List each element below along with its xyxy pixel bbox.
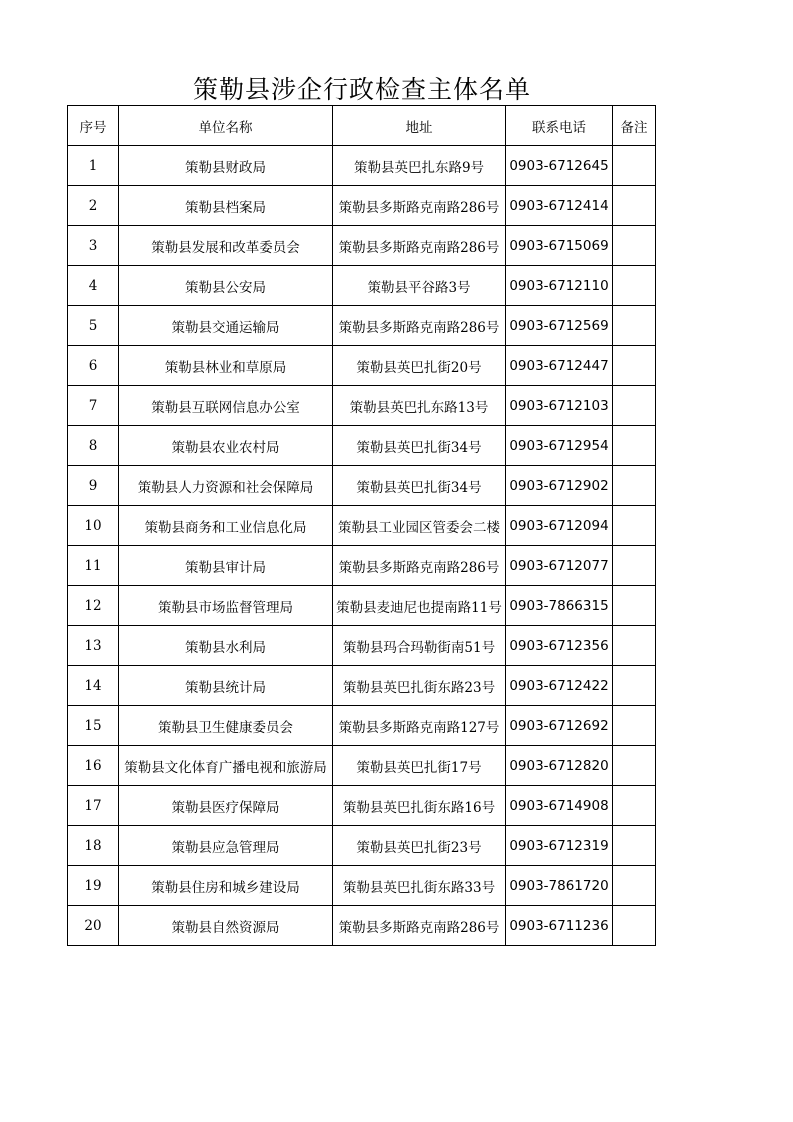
cell-no: 10 xyxy=(68,506,119,546)
cell-no: 16 xyxy=(68,746,119,786)
cell-phone: 0903-6712645 xyxy=(506,146,613,186)
cell-address: 策勒县英巴扎东路9号 xyxy=(333,146,506,186)
cell-phone: 0903-6712569 xyxy=(506,306,613,346)
table-row xyxy=(68,546,656,586)
cell-phone: 0903-6712692 xyxy=(506,706,613,746)
table-row xyxy=(68,746,656,786)
cell-note xyxy=(613,586,656,626)
cell-address: 策勒县英巴扎街17号 xyxy=(333,746,506,786)
cell-phone: 0903-6712902 xyxy=(506,466,613,506)
table-row xyxy=(68,226,656,266)
cell-address: 策勒县平谷路3号 xyxy=(333,266,506,306)
cell-address: 策勒县多斯路克南路286号 xyxy=(333,226,506,266)
cell-unit-name: 策勒县互联网信息办公室 xyxy=(119,386,333,426)
page-title: 策勒县涉企行政检查主体名单 xyxy=(192,75,531,104)
cell-unit-name: 策勒县农业农村局 xyxy=(119,426,333,466)
cell-note xyxy=(613,786,656,826)
cell-unit-name: 策勒县财政局 xyxy=(119,146,333,186)
cell-unit-name: 策勒县自然资源局 xyxy=(119,906,333,946)
header-address: 地址 xyxy=(333,106,506,146)
cell-no: 19 xyxy=(68,866,119,906)
cell-address: 策勒县英巴扎街东路16号 xyxy=(333,786,506,826)
header-no: 序号 xyxy=(68,106,119,146)
table-row xyxy=(68,186,656,226)
cell-no: 1 xyxy=(68,146,119,186)
cell-phone: 0903-6712094 xyxy=(506,506,613,546)
table-row xyxy=(68,706,656,746)
cell-no: 20 xyxy=(68,906,119,946)
cell-address: 策勒县多斯路克南路127号 xyxy=(333,706,506,746)
table-row xyxy=(68,586,656,626)
table-row xyxy=(68,906,656,946)
header-phone: 联系电话 xyxy=(506,106,613,146)
table-row xyxy=(68,506,656,546)
header-note: 备注 xyxy=(613,106,656,146)
inspection-agency-table xyxy=(67,105,656,946)
cell-note xyxy=(613,506,656,546)
cell-note xyxy=(613,186,656,226)
cell-address: 策勒县英巴扎街34号 xyxy=(333,466,506,506)
cell-note xyxy=(613,746,656,786)
cell-no: 17 xyxy=(68,786,119,826)
cell-note xyxy=(613,466,656,506)
cell-phone: 0903-6714908 xyxy=(506,786,613,826)
table-row xyxy=(68,466,656,506)
cell-unit-name: 策勒县审计局 xyxy=(119,546,333,586)
cell-phone: 0903-6712820 xyxy=(506,746,613,786)
cell-unit-name: 策勒县医疗保障局 xyxy=(119,786,333,826)
cell-note xyxy=(613,826,656,866)
cell-address: 策勒县多斯路克南路286号 xyxy=(333,186,506,226)
table-row xyxy=(68,346,656,386)
cell-no: 15 xyxy=(68,706,119,746)
table-row xyxy=(68,386,656,426)
cell-address: 策勒县英巴扎街34号 xyxy=(333,426,506,466)
cell-note xyxy=(613,546,656,586)
cell-phone: 0903-6715069 xyxy=(506,226,613,266)
cell-phone: 0903-6712414 xyxy=(506,186,613,226)
cell-no: 9 xyxy=(68,466,119,506)
cell-unit-name: 策勒县统计局 xyxy=(119,666,333,706)
cell-address: 策勒县多斯路克南路286号 xyxy=(333,906,506,946)
cell-no: 13 xyxy=(68,626,119,666)
cell-phone: 0903-7866315 xyxy=(506,586,613,626)
table-row xyxy=(68,426,656,466)
cell-unit-name: 策勒县商务和工业信息化局 xyxy=(119,506,333,546)
table-row xyxy=(68,146,656,186)
cell-phone: 0903-6712319 xyxy=(506,826,613,866)
cell-note xyxy=(613,346,656,386)
cell-address: 策勒县多斯路克南路286号 xyxy=(333,306,506,346)
cell-unit-name: 策勒县卫生健康委员会 xyxy=(119,706,333,746)
cell-phone: 0903-6712447 xyxy=(506,346,613,386)
cell-no: 7 xyxy=(68,386,119,426)
cell-address: 策勒县英巴扎东路13号 xyxy=(333,386,506,426)
table-row xyxy=(68,266,656,306)
cell-unit-name: 策勒县公安局 xyxy=(119,266,333,306)
cell-note xyxy=(613,226,656,266)
table-row xyxy=(68,786,656,826)
header-unit-name: 单位名称 xyxy=(119,106,333,146)
table-row xyxy=(68,306,656,346)
cell-no: 18 xyxy=(68,826,119,866)
cell-note xyxy=(613,386,656,426)
cell-note xyxy=(613,706,656,746)
table-header-row xyxy=(68,106,656,146)
cell-no: 3 xyxy=(68,226,119,266)
cell-unit-name: 策勒县住房和城乡建设局 xyxy=(119,866,333,906)
table-row xyxy=(68,666,656,706)
cell-unit-name: 策勒县人力资源和社会保障局 xyxy=(119,466,333,506)
cell-unit-name: 策勒县应急管理局 xyxy=(119,826,333,866)
cell-unit-name: 策勒县市场监督管理局 xyxy=(119,586,333,626)
cell-no: 11 xyxy=(68,546,119,586)
cell-no: 12 xyxy=(68,586,119,626)
cell-no: 5 xyxy=(68,306,119,346)
cell-address: 策勒县英巴扎街东路23号 xyxy=(333,666,506,706)
cell-phone: 0903-6712422 xyxy=(506,666,613,706)
cell-unit-name: 策勒县档案局 xyxy=(119,186,333,226)
cell-note xyxy=(613,626,656,666)
cell-address: 策勒县英巴扎街东路33号 xyxy=(333,866,506,906)
cell-note xyxy=(613,146,656,186)
cell-no: 6 xyxy=(68,346,119,386)
cell-address: 策勒县英巴扎街20号 xyxy=(333,346,506,386)
cell-note xyxy=(613,866,656,906)
cell-phone: 0903-6712077 xyxy=(506,546,613,586)
cell-address: 策勒县多斯路克南路286号 xyxy=(333,546,506,586)
cell-address: 策勒县玛合玛勒街南51号 xyxy=(333,626,506,666)
cell-no: 8 xyxy=(68,426,119,466)
cell-no: 14 xyxy=(68,666,119,706)
cell-unit-name: 策勒县林业和草原局 xyxy=(119,346,333,386)
cell-phone: 0903-6712954 xyxy=(506,426,613,466)
cell-phone: 0903-7861720 xyxy=(506,866,613,906)
table-row xyxy=(68,626,656,666)
cell-no: 4 xyxy=(68,266,119,306)
cell-unit-name: 策勒县水利局 xyxy=(119,626,333,666)
cell-no: 2 xyxy=(68,186,119,226)
cell-unit-name: 策勒县文化体育广播电视和旅游局 xyxy=(119,746,333,786)
table-row xyxy=(68,866,656,906)
cell-phone: 0903-6712103 xyxy=(506,386,613,426)
cell-note xyxy=(613,266,656,306)
cell-note xyxy=(613,666,656,706)
cell-note xyxy=(613,306,656,346)
cell-phone: 0903-6711236 xyxy=(506,906,613,946)
cell-phone: 0903-6712356 xyxy=(506,626,613,666)
cell-address: 策勒县英巴扎街23号 xyxy=(333,826,506,866)
cell-address: 策勒县工业园区管委会二楼 xyxy=(333,506,506,546)
cell-address: 策勒县麦迪尼也提南路11号 xyxy=(333,586,506,626)
cell-unit-name: 策勒县交通运输局 xyxy=(119,306,333,346)
cell-note xyxy=(613,906,656,946)
cell-unit-name: 策勒县发展和改革委员会 xyxy=(119,226,333,266)
table-row xyxy=(68,826,656,866)
cell-phone: 0903-6712110 xyxy=(506,266,613,306)
cell-note xyxy=(613,426,656,466)
